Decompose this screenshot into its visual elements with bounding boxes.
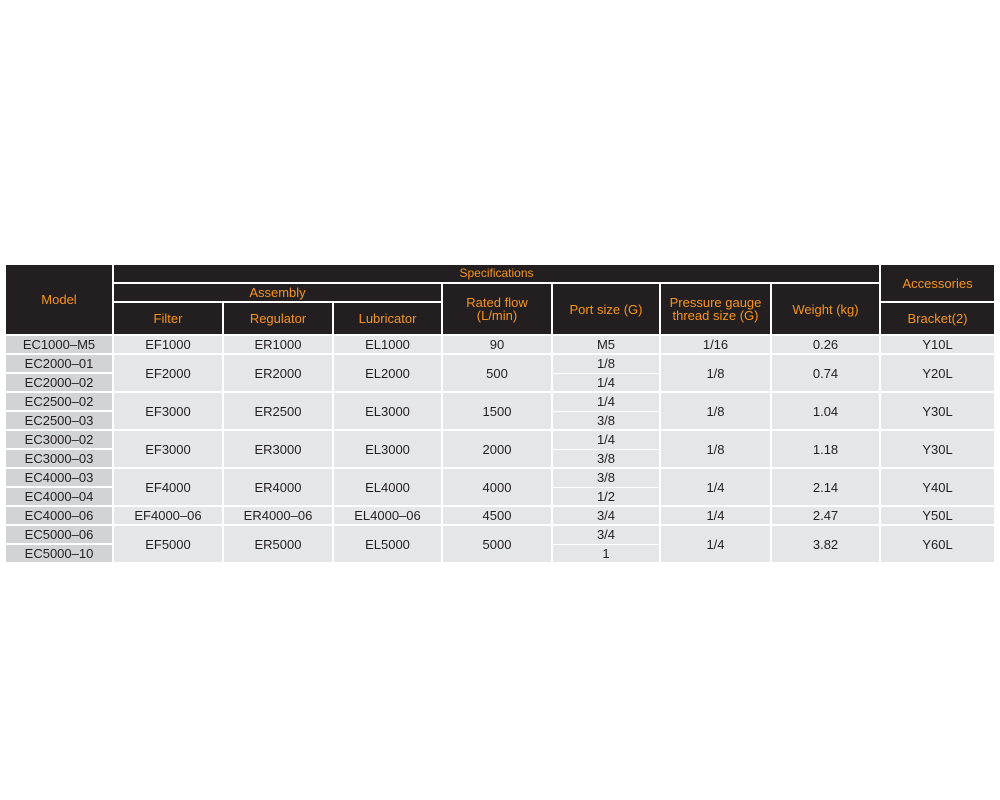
lubricator-cell: EL4000–06 [333,506,442,525]
rated-flow-cell: 2000 [442,430,552,468]
gauge-thread-cell: 1/16 [660,335,771,354]
port-size-cell: 3/4 [552,525,660,544]
bracket-cell: Y60L [880,525,994,563]
gauge-thread-cell: 1/4 [660,468,771,506]
table-row [6,354,994,373]
model-cell: EC2500–02 [6,392,113,411]
bracket-cell: Y20L [880,354,994,392]
port-size-cell: 3/8 [552,449,660,468]
regulator-cell: ER4000 [223,468,333,506]
regulator-cell: ER4000–06 [223,506,333,525]
weight-cell: 1.04 [771,392,880,430]
lubricator-cell: EL5000 [333,525,442,563]
rated-flow-cell: 1500 [442,392,552,430]
rated-flow-cell: 90 [442,335,552,354]
header-port-size: Port size (G) [552,283,660,335]
table-row [6,430,994,449]
model-cell: EC5000–10 [6,544,113,563]
regulator-cell: ER3000 [223,430,333,468]
table-row [6,335,994,354]
bracket-cell: Y40L [880,468,994,506]
filter-cell: EF4000 [113,468,223,506]
header-specifications: Specifications [113,265,880,283]
weight-cell: 3.82 [771,525,880,563]
model-cell: EC3000–03 [6,449,113,468]
model-cell: EC2000–02 [6,373,113,392]
header-pressure-gauge-line1: Pressure gauge [669,295,762,310]
weight-cell: 0.74 [771,354,880,392]
port-size-cell: 1/4 [552,392,660,411]
header-lubricator: Lubricator [333,302,442,335]
regulator-cell: ER5000 [223,525,333,563]
model-cell: EC2000–01 [6,354,113,373]
model-cell: EC2500–03 [6,411,113,430]
port-size-cell: 3/4 [552,506,660,525]
model-cell: EC3000–02 [6,430,113,449]
port-size-cell: 3/8 [552,468,660,487]
port-size-cell: 1/4 [552,373,660,392]
header-accessories: Accessories [880,265,994,302]
table-row [6,468,994,487]
header-pressure-gauge [660,283,771,335]
header-assembly: Assembly [113,283,442,302]
weight-cell: 1.18 [771,430,880,468]
port-size-cell: 1/2 [552,487,660,506]
bracket-cell: Y10L [880,335,994,354]
model-cell: EC1000–M5 [6,335,113,354]
gauge-thread-cell: 1/4 [660,506,771,525]
model-cell: EC4000–04 [6,487,113,506]
bracket-cell: Y30L [880,392,994,430]
gauge-thread-cell: 1/4 [660,525,771,563]
lubricator-cell: EL2000 [333,354,442,392]
weight-cell: 2.47 [771,506,880,525]
gauge-thread-cell: 1/8 [660,354,771,392]
table-row [6,392,994,411]
spec-table [6,265,994,564]
header-pressure-gauge-line2: thread size (G) [672,308,759,323]
gauge-thread-cell: 1/8 [660,392,771,430]
port-size-cell: 1/4 [552,430,660,449]
port-size-cell: 3/8 [552,411,660,430]
rated-flow-cell: 5000 [442,525,552,563]
port-size-cell: 1 [552,544,660,563]
regulator-cell: ER1000 [223,335,333,354]
bracket-cell: Y30L [880,430,994,468]
lubricator-cell: EL4000 [333,468,442,506]
table-body [6,335,994,563]
header-model: Model [6,265,113,335]
rated-flow-cell: 500 [442,354,552,392]
table-header [6,265,994,335]
header-regulator: Regulator [223,302,333,335]
weight-cell: 2.14 [771,468,880,506]
header-rated-flow-line1: Rated flow [466,295,528,310]
filter-cell: EF2000 [113,354,223,392]
header-bracket: Bracket(2) [880,302,994,335]
lubricator-cell: EL3000 [333,430,442,468]
rated-flow-cell: 4500 [442,506,552,525]
header-filter: Filter [113,302,223,335]
lubricator-cell: EL3000 [333,392,442,430]
gauge-thread-cell: 1/8 [660,430,771,468]
header-weight: Weight (kg) [771,283,880,335]
table-row [6,525,994,544]
lubricator-cell: EL1000 [333,335,442,354]
model-cell: EC4000–03 [6,468,113,487]
header-rated-flow [442,283,552,335]
regulator-cell: ER2000 [223,354,333,392]
filter-cell: EF3000 [113,430,223,468]
filter-cell: EF1000 [113,335,223,354]
weight-cell: 0.26 [771,335,880,354]
filter-cell: EF5000 [113,525,223,563]
port-size-cell: 1/8 [552,354,660,373]
model-cell: EC5000–06 [6,525,113,544]
table-row [6,506,994,525]
bracket-cell: Y50L [880,506,994,525]
regulator-cell: ER2500 [223,392,333,430]
port-size-cell: M5 [552,335,660,354]
filter-cell: EF3000 [113,392,223,430]
model-cell: EC4000–06 [6,506,113,525]
rated-flow-cell: 4000 [442,468,552,506]
filter-cell: EF4000–06 [113,506,223,525]
header-rated-flow-line2: (L/min) [476,308,518,323]
